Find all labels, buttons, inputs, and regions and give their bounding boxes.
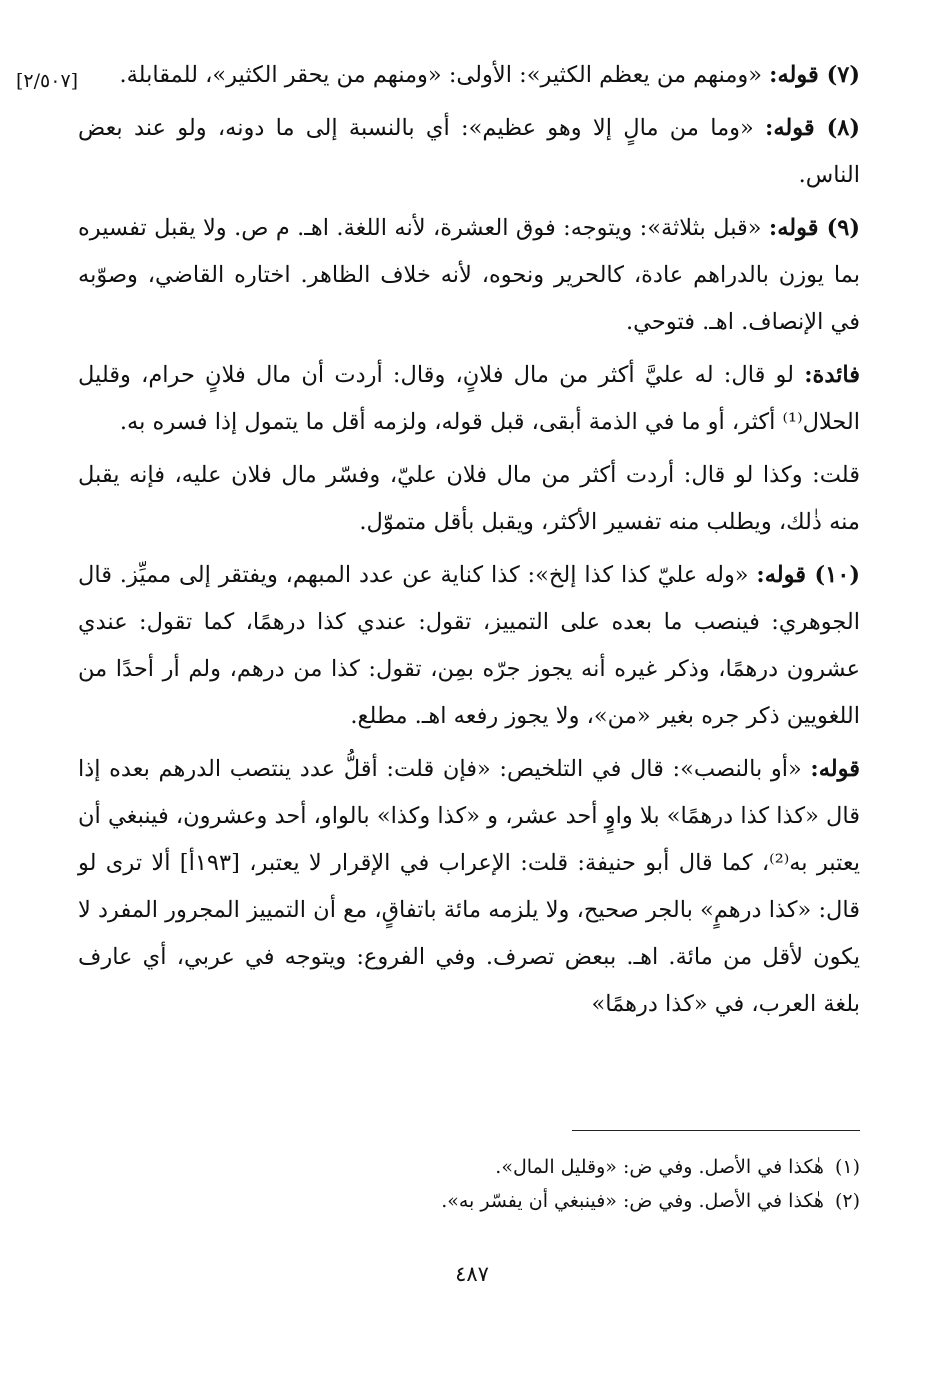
paragraph-benefit (78, 352, 860, 446)
paragraph-body: «وما من مالٍ إلا وهو عظيم»: أي بالنسبة إلى ما دونه، ولو عند بعض الناس. (78, 115, 860, 188)
footnote-text: هٰكذا في الأصل. وفي ض: «فينبغي أن يفسّر به». (441, 1190, 824, 1212)
margin-reference: [٢/٥٠٧] (16, 70, 79, 92)
footnotes (78, 1150, 860, 1218)
footnote-text: هٰكذا في الأصل. وفي ض: «وقليل المال». (495, 1156, 824, 1178)
paragraph-lead: فائدة: (804, 362, 860, 388)
main-text (78, 52, 860, 1034)
paragraph-9 (78, 205, 860, 346)
paragraph-body: قلت: وكذا لو قال: أردت أكثر من مال فلان عليّ، وفسّر مال فلان عليه، فإنه يقبل منه ذٰلك، ويطلب منه تفسير الأكثر، ويقبل بأقل متموّل. (78, 462, 860, 535)
footnote-number: (٢) (834, 1190, 860, 1212)
paragraph-body: «ومنهم من يعظم الكثير»: الأولى: «ومنهم من يحقر الكثير»، للمقابلة. (119, 62, 770, 88)
footnote-2 (78, 1184, 860, 1218)
paragraph-body: لو قال: له عليَّ أكثر من مال فلانٍ، وقال: أردت أن مال فلانٍ حرام، وقليل الحلال⁽¹⁾ أكثر، أو ما في الذمة أبقى، قبل قوله، ولزمه أقل ما يتمول إذا فسره به. (78, 362, 860, 435)
paragraph-nasb (78, 746, 860, 1028)
paragraph-body: «أو بالنصب»: قال في التلخيص: «فإن قلت: أقلُّ عدد ينتصب الدرهم بعده إذا قال «كذا كذا درهمًا» بلا واوٍ أحد عشر، و «كذا وكذا» بالواو، أحد وعشرون، فينبغي أن يعتبر به⁽²⁾، كما قال أبو حنيفة: قلت: الإعراب في الإقرار لا يعتبر، [١٩٣أ] ألا ترى لو قال: «كذا درهمٍ» بالجر صحيح، ولا يلزمه مائة باتفاقٍ، مع أن التمييز المجرور المفرد لا يكون لأقل من مائة. اهـ. ببعض تصرف. وفي الفروع: ويتوجه في عربي، أي عارف بلغة العرب، في «كذا درهمًا» (78, 756, 860, 1017)
footnote-1 (78, 1150, 860, 1184)
footnote-number: (١) (834, 1156, 860, 1178)
paragraph-lead: (١٠) قوله: (756, 562, 860, 588)
paragraph-7 (78, 52, 860, 99)
paragraph-body: «وله عليّ كذا كذا إلخ»: كذا كناية عن عدد المبهم، ويفتقر إلى مميِّز. قال الجوهري: فينصب ما بعده على التمييز، تقول: عندي كذا درهمًا، كما تقول: عندي عشرون درهمًا، وذكر غيره أنه يجوز جرّه بمِن، تقول: كذا من درهم، ولم أر أحدًا من اللغويين ذكر جره بغير «من»، ولا يجوز رفعه اهـ. مطلع. (78, 562, 860, 729)
paragraph-lead: (٧) قوله: (769, 62, 860, 88)
paragraph-body: «قبل بثلاثة»: ويتوجه: فوق العشرة، لأنه اللغة. اهـ. م ص. ولا يقبل تفسيره بما يوزن بالدراهم عادة، كالحرير ونحوه، لأنه خلاف الظاهر. اختاره القاضي، وصوّبه في الإنصاف. اهـ. فتوحي. (78, 215, 860, 335)
paragraph-lead: (٩) قوله: (768, 215, 860, 241)
footnote-separator (572, 1130, 860, 1131)
paragraph-note (78, 452, 860, 546)
paragraph-10 (78, 552, 860, 740)
paragraph-lead: (٨) قوله: (765, 115, 860, 141)
paragraph-lead: قوله: (810, 756, 860, 782)
paragraph-8 (78, 105, 860, 199)
page-number: ٤٨٧ (455, 1262, 489, 1286)
